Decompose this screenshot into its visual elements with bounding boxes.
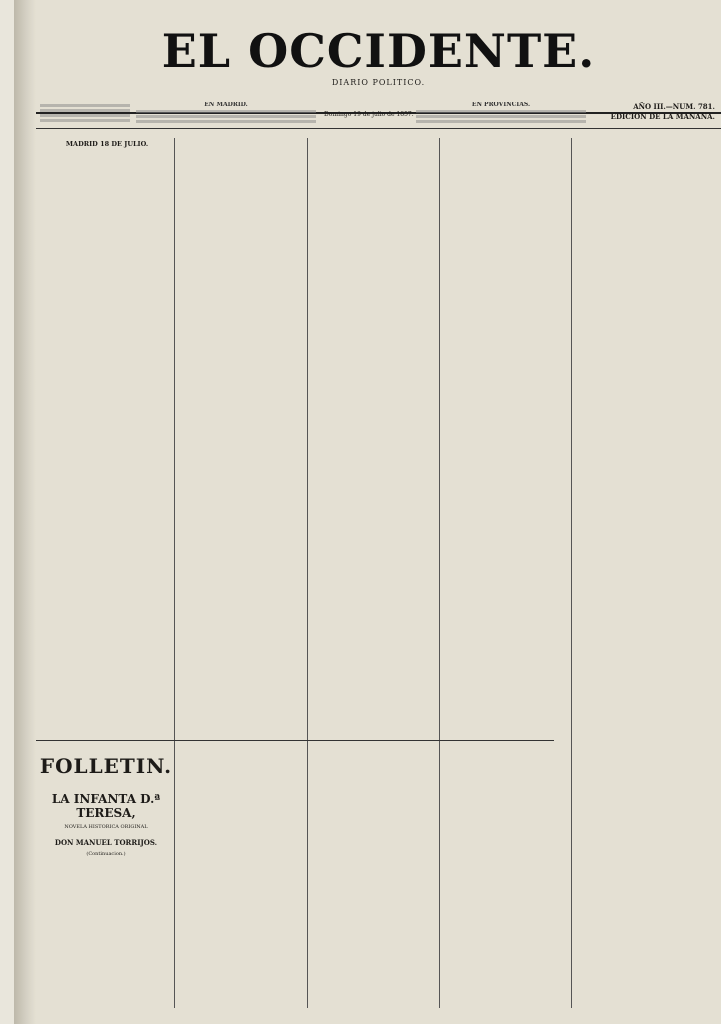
subscription-info-row: [36, 100, 721, 129]
newspaper-subtitle: DIARIO POLITICO.: [331, 78, 426, 87]
column-4: [444, 134, 570, 734]
column-5: [576, 134, 716, 1014]
columns-area: [36, 134, 721, 1014]
folletin-column-2: [180, 748, 306, 1014]
folletin-note: (Continuacion.): [86, 851, 126, 857]
folletin-column-3: [312, 748, 438, 1014]
folletin-work-title: LA INFANTA D.ª TERESA,: [51, 792, 161, 820]
article-dateline: MADRID 18 DE JULIO.: [65, 140, 149, 148]
madrid-heading: EN MADRID.: [204, 102, 248, 108]
folletin-title: FOLLETIN.: [39, 754, 173, 778]
newspaper-page: [14, 0, 721, 1024]
column-1: [40, 134, 174, 734]
masthead: [36, 0, 721, 114]
column-2: [180, 134, 306, 726]
issue-number-block: [611, 102, 715, 122]
binding-spine: [14, 0, 36, 1024]
provincias-prices: [416, 102, 586, 125]
column-3: [312, 134, 438, 604]
folletin-genre: NOVELA HISTORICA ORIGINAL: [64, 824, 148, 830]
newspaper-title: EL OCCIDENTE.: [161, 24, 596, 78]
provincias-heading: EN PROVINCIAS.: [471, 102, 531, 108]
folletin-divider: [36, 740, 554, 741]
folletin-column-4: [444, 748, 570, 1014]
folletin-author: DON MANUEL TORRIJOS.: [54, 838, 158, 847]
madrid-prices: [136, 102, 316, 125]
issue-number: AÑO III.—NUM. 781.: [633, 102, 715, 111]
edition-label: EDICION DE LA MAÑANA.: [610, 112, 715, 121]
left-notice: [40, 102, 130, 124]
column-3-lower: [312, 614, 438, 734]
issue-date: Domingo 19 de julio de 1857.: [324, 111, 414, 118]
folletin-column-1: [40, 894, 174, 1014]
folletin-header: [36, 742, 176, 857]
